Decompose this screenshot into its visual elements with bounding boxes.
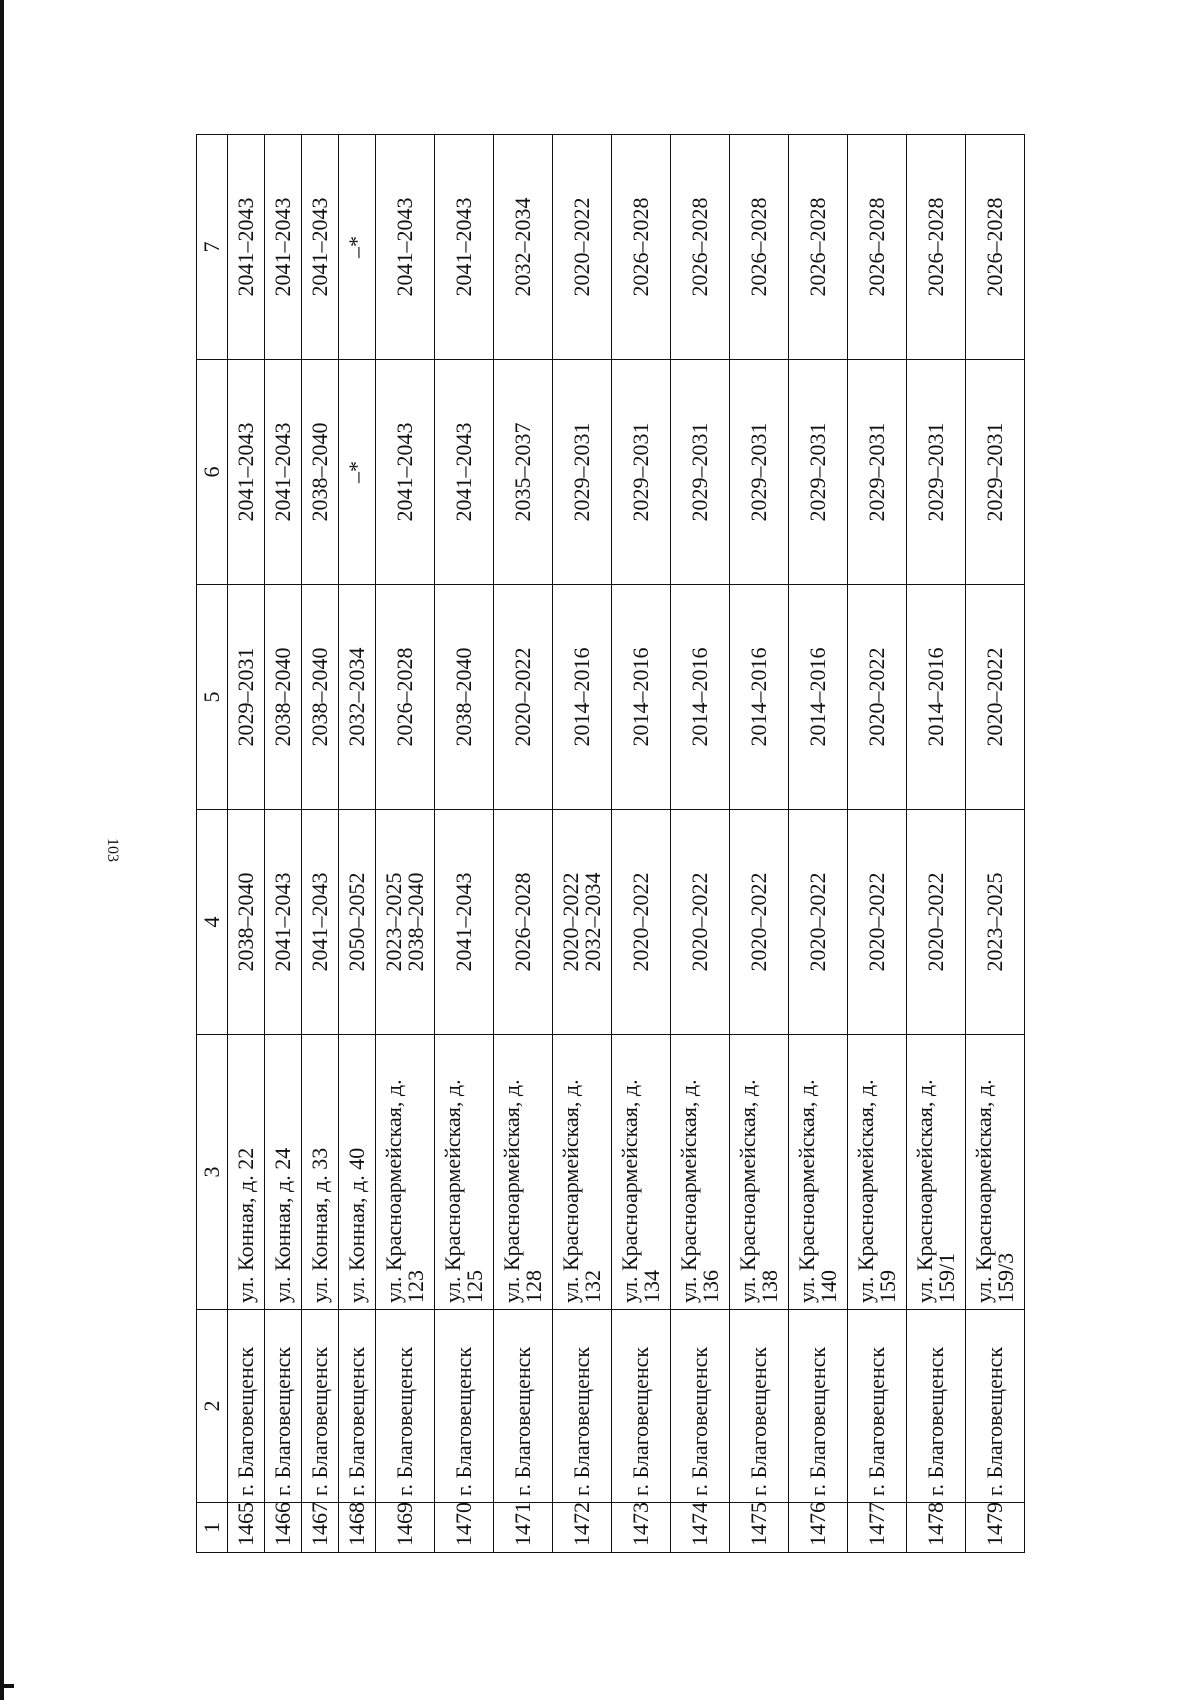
city-cell: г. Благовещенск [848, 1310, 907, 1503]
col7-period-cell: 2026–2028 [789, 135, 848, 360]
table-row [730, 135, 789, 1553]
col5-period-cell: 2029–2031 [228, 585, 265, 810]
address-cell: ул. Красноармейская, д. 159/1 [907, 1035, 966, 1310]
header-cell-7: 7 [197, 135, 228, 360]
row-number-cell: 1472 [553, 1503, 612, 1553]
col5-period-cell: 2020–2022 [966, 585, 1025, 810]
col4-period-cell: 2020–2022 [907, 810, 966, 1035]
col5-period-cell: 2038–2040 [435, 585, 494, 810]
col4-period-cell: 2020–2022 [671, 810, 730, 1035]
col6-period-cell: 2029–2031 [907, 360, 966, 585]
city-cell: г. Благовещенск [376, 1310, 435, 1503]
col6-period-cell: 2041–2043 [265, 360, 302, 585]
address-cell: ул. Красноармейская, д. 132 [553, 1035, 612, 1310]
row-number-cell: 1466 [265, 1503, 302, 1553]
row-number-cell: 1468 [339, 1503, 376, 1553]
row-number-cell: 1471 [494, 1503, 553, 1553]
col4-period-cell: 2041–2043 [302, 810, 339, 1035]
col6-period-cell: –* [339, 360, 376, 585]
col6-period-cell: 2035–2037 [494, 360, 553, 585]
city-cell: г. Благовещенск [228, 1310, 265, 1503]
address-cell: ул. Красноармейская, д. 136 [671, 1035, 730, 1310]
col4-period-cell: 2023–2025 2038–2040 [376, 810, 435, 1035]
col6-period-cell: 2029–2031 [553, 360, 612, 585]
col4-period-cell: 2020–2022 [789, 810, 848, 1035]
col6-period-cell: 2038–2040 [302, 360, 339, 585]
scan-edge-line [0, 0, 4, 1700]
col4-period-cell: 2026–2028 [494, 810, 553, 1035]
table-row [302, 135, 339, 1553]
col7-period-cell: 2041–2043 [376, 135, 435, 360]
col5-period-cell: 2038–2040 [302, 585, 339, 810]
col4-period-cell: 2041–2043 [265, 810, 302, 1035]
col5-period-cell: 2020–2022 [494, 585, 553, 810]
col7-period-cell: 2032–2034 [494, 135, 553, 360]
col5-period-cell: 2032–2034 [339, 585, 376, 810]
city-cell: г. Благовещенск [730, 1310, 789, 1503]
col5-period-cell: 2014–2016 [907, 585, 966, 810]
header-cell-4: 4 [197, 810, 228, 1035]
col7-period-cell: 2026–2028 [730, 135, 789, 360]
col6-period-cell: 2041–2043 [376, 360, 435, 585]
col5-period-cell: 2014–2016 [730, 585, 789, 810]
scan-corner-mark [0, 1684, 14, 1688]
address-cell: ул. Красноармейская, д. 128 [494, 1035, 553, 1310]
header-cell-3: 3 [197, 1035, 228, 1310]
col7-period-cell: 2041–2043 [265, 135, 302, 360]
col7-period-cell: 2026–2028 [671, 135, 730, 360]
col4-period-cell: 2020–2022 [730, 810, 789, 1035]
col7-period-cell: 2026–2028 [907, 135, 966, 360]
table-row [494, 135, 553, 1553]
col6-period-cell: 2029–2031 [966, 360, 1025, 585]
city-cell: г. Благовещенск [494, 1310, 553, 1503]
row-number-cell: 1473 [612, 1503, 671, 1553]
city-cell: г. Благовещенск [789, 1310, 848, 1503]
row-number-cell: 1475 [730, 1503, 789, 1553]
col6-period-cell: 2029–2031 [730, 360, 789, 585]
header-cell-2: 2 [197, 1310, 228, 1503]
table-row [553, 135, 612, 1553]
row-number-cell: 1479 [966, 1503, 1025, 1553]
col5-period-cell: 2026–2028 [376, 585, 435, 810]
col7-period-cell: 2041–2043 [435, 135, 494, 360]
col6-period-cell: 2041–2043 [228, 360, 265, 585]
address-cell: ул. Красноармейская, д. 140 [789, 1035, 848, 1310]
city-cell: г. Благовещенск [339, 1310, 376, 1503]
col6-period-cell: 2029–2031 [848, 360, 907, 585]
table-row [907, 135, 966, 1553]
row-number-cell: 1470 [435, 1503, 494, 1553]
city-cell: г. Благовещенск [671, 1310, 730, 1503]
row-number-cell: 1467 [302, 1503, 339, 1553]
col7-period-cell: 2026–2028 [966, 135, 1025, 360]
col6-period-cell: 2029–2031 [671, 360, 730, 585]
city-cell: г. Благовещенск [966, 1310, 1025, 1503]
table-body [228, 135, 1025, 1553]
row-number-cell: 1476 [789, 1503, 848, 1553]
header-cell-6: 6 [197, 360, 228, 585]
col6-period-cell: 2029–2031 [789, 360, 848, 585]
city-cell: г. Благовещенск [553, 1310, 612, 1503]
col7-period-cell: 2020–2022 [553, 135, 612, 360]
header-cell-5: 5 [197, 585, 228, 810]
city-cell: г. Благовещенск [907, 1310, 966, 1503]
col7-period-cell: 2041–2043 [302, 135, 339, 360]
address-cell: ул. Красноармейская, д. 123 [376, 1035, 435, 1310]
table-row [228, 135, 265, 1553]
col4-period-cell: 2041–2043 [435, 810, 494, 1035]
table-row [265, 135, 302, 1553]
col7-period-cell: 2026–2028 [848, 135, 907, 360]
city-cell: г. Благовещенск [265, 1310, 302, 1503]
col5-period-cell: 2020–2022 [848, 585, 907, 810]
col5-period-cell: 2014–2016 [671, 585, 730, 810]
address-cell: ул. Красноармейская, д. 159 [848, 1035, 907, 1310]
table-row [612, 135, 671, 1553]
col7-period-cell: –* [339, 135, 376, 360]
col5-period-cell: 2014–2016 [553, 585, 612, 810]
col4-period-cell: 2023–2025 [966, 810, 1025, 1035]
table-row [848, 135, 907, 1553]
address-cell: ул. Красноармейская, д. 134 [612, 1035, 671, 1310]
page-number: 103 [104, 838, 121, 862]
col4-period-cell: 2020–2022 [612, 810, 671, 1035]
address-cell: ул. Красноармейская, д. 159/3 [966, 1035, 1025, 1310]
col6-period-cell: 2041–2043 [435, 360, 494, 585]
rotated-table-container [196, 135, 1200, 1553]
col4-period-cell: 2020–2022 [848, 810, 907, 1035]
address-cell: ул. Конная, д. 24 [265, 1035, 302, 1310]
col5-period-cell: 2014–2016 [612, 585, 671, 810]
table-row [339, 135, 376, 1553]
table-row [435, 135, 494, 1553]
row-number-cell: 1474 [671, 1503, 730, 1553]
col5-period-cell: 2038–2040 [265, 585, 302, 810]
address-cell: ул. Конная, д. 33 [302, 1035, 339, 1310]
row-number-cell: 1465 [228, 1503, 265, 1553]
table-row [789, 135, 848, 1553]
schedule-table [196, 134, 1025, 1553]
city-cell: г. Благовещенск [612, 1310, 671, 1503]
table-row [671, 135, 730, 1553]
row-number-cell: 1469 [376, 1503, 435, 1553]
city-cell: г. Благовещенск [435, 1310, 494, 1503]
table-row [376, 135, 435, 1553]
city-cell: г. Благовещенск [302, 1310, 339, 1503]
row-number-cell: 1477 [848, 1503, 907, 1553]
table-row [966, 135, 1025, 1553]
col7-period-cell: 2041–2043 [228, 135, 265, 360]
col4-period-cell: 2020–2022 2032–2034 [553, 810, 612, 1035]
row-number-cell: 1478 [907, 1503, 966, 1553]
col4-period-cell: 2038–2040 [228, 810, 265, 1035]
col6-period-cell: 2029–2031 [612, 360, 671, 585]
address-cell: ул. Красноармейская, д. 138 [730, 1035, 789, 1310]
col4-period-cell: 2050–2052 [339, 810, 376, 1035]
header-cell-1: 1 [197, 1503, 228, 1553]
address-cell: ул. Красноармейская, д. 125 [435, 1035, 494, 1310]
header-row [197, 135, 228, 1553]
col7-period-cell: 2026–2028 [612, 135, 671, 360]
address-cell: ул. Конная, д. 40 [339, 1035, 376, 1310]
col5-period-cell: 2014–2016 [789, 585, 848, 810]
address-cell: ул. Конная, д. 22 [228, 1035, 265, 1310]
